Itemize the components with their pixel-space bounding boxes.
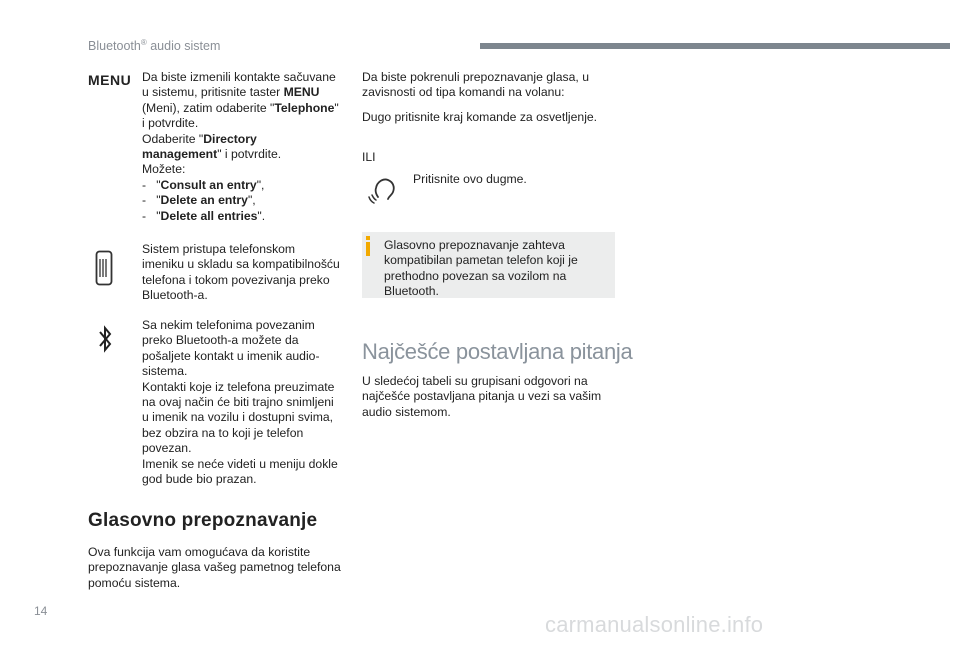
text-line: Bluetooth-a. — [142, 288, 208, 303]
list-item: - "Delete all entries". — [142, 208, 266, 223]
phone-icon — [95, 250, 113, 291]
section-heading-faq: Najčešće postavljana pitanja — [362, 339, 633, 364]
text-line: god bude bio prazan. — [142, 472, 257, 487]
page-number: 14 — [34, 604, 48, 618]
text-line: (Meni), zatim odaberite "Telephone" — [142, 100, 339, 115]
text-line: Bluetooth. — [384, 284, 439, 299]
info-icon — [366, 236, 370, 256]
bluetooth-icon — [98, 325, 112, 358]
text-line: Glasovno prepoznavanje zahteva — [384, 238, 565, 252]
list-item: - "Consult an entry", — [142, 177, 265, 192]
or-separator: ILI — [362, 150, 376, 164]
text-line: Sistem pristupa telefonskom — [142, 242, 296, 256]
text-line: prethodno povezan sa vozilom na — [384, 268, 567, 283]
info-text — [384, 238, 578, 300]
text-line: na ovaj način će biti trajno snimljeni — [142, 395, 334, 410]
text-line: u imenik na vozilu i dostupni svima, — [142, 410, 334, 425]
bluetooth-note — [142, 318, 338, 487]
text-line: sistema. — [142, 364, 188, 379]
text-line: prepoznavanje glasa vašeg pametnog telefona — [88, 560, 341, 575]
text-line: Ova funkcija vam omogućava da koristite — [88, 545, 311, 559]
voice-command-icon — [366, 172, 400, 211]
text-line: Kontakti koje iz telefona preuzimate — [142, 379, 335, 394]
text-line: pomoću sistema. — [88, 575, 181, 590]
header-bar — [480, 43, 950, 49]
menu-instructions — [142, 70, 339, 224]
faq-intro — [362, 374, 601, 420]
text-line: U sledećoj tabeli su grupisani odgovori na — [362, 374, 588, 388]
section-heading-voice: Glasovno prepoznavanje — [88, 510, 318, 531]
menu-keyword: MENU — [283, 85, 320, 100]
text-line: management" i potvrdite. — [142, 147, 282, 162]
text-line: telefona i tokom povezivanja preko — [142, 272, 330, 287]
long-press-text: Dugo pritisnite kraj komande za osvetljenje. — [362, 110, 598, 124]
text-line: Odaberite "Directory — [142, 131, 257, 146]
text-line: i potvrdite. — [142, 116, 199, 131]
watermark-logo: carmanualsonline.info — [545, 612, 764, 637]
text-line: najčešće postavljana pitanja u vezi sa vašim — [362, 389, 602, 404]
text-line: Da biste izmenili kontakte sačuvane — [142, 70, 336, 84]
voice-start-intro — [362, 70, 589, 101]
text-line: preko Bluetooth-a možete da — [142, 333, 299, 348]
text-line: Da biste pokrenuli prepoznavanje glasa, u — [362, 70, 589, 84]
text-line: audio sistemom. — [362, 404, 451, 419]
text-line: zavisnosti od tipa komandi na volanu: — [362, 85, 565, 100]
text-line: kompatibilan pametan telefon koji je — [384, 253, 578, 268]
text-line: pošaljete kontakt u imenik audio- — [142, 348, 320, 363]
list-item: - "Delete an entry", — [142, 193, 256, 208]
voice-intro — [88, 545, 341, 591]
text-line: Sa nekim telefonima povezanim — [142, 318, 315, 332]
text-line: Možete: — [142, 162, 186, 177]
phone-note — [142, 242, 340, 304]
press-button-text: Pritisnite ovo dugme. — [413, 172, 527, 186]
text-line: povezan. — [142, 441, 192, 456]
text-line: imeniku u skladu sa kompatibilnošću — [142, 257, 340, 272]
text-line: Imenik se neće videti u meniju dokle — [142, 456, 338, 471]
running-header: Bluetooth® audio sistem — [88, 38, 221, 54]
text-line: u sistemu, pritisnite taster MENU — [142, 85, 320, 100]
menu-button-label: MENU — [88, 72, 132, 88]
text-line: bez obzira na to koji je telefon — [142, 425, 304, 440]
